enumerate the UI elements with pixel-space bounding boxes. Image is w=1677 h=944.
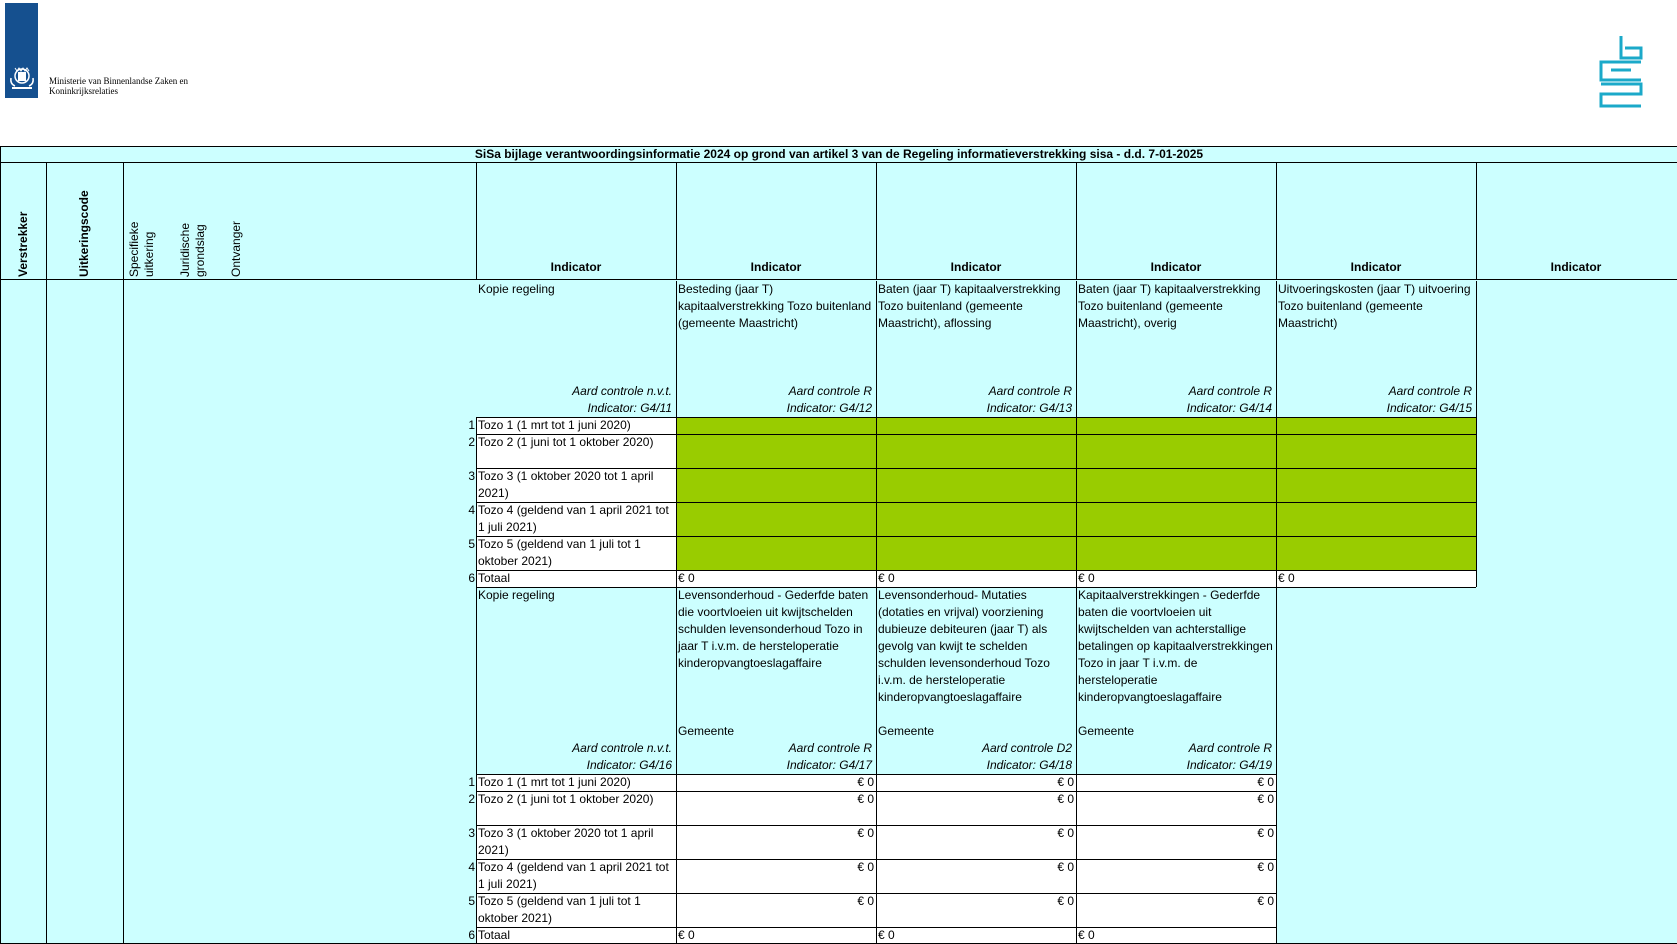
block2-header-sub: Gemeente xyxy=(678,724,735,738)
grid-line xyxy=(676,281,677,417)
sheet-title: SiSa bijlage verantwoordingsinformatie 2024 op grond van artikel 3 van de Regeling informatieverstrekking sisa - d.d. 7-01-2025 xyxy=(0,146,1677,163)
cbs-logo-icon xyxy=(1597,34,1645,110)
block2-value-cell[interactable]: € 0 xyxy=(1076,791,1276,825)
block1-row-label: Tozo 4 (geldend van 1 april 2021 tot 1 juli 2021) xyxy=(476,502,676,536)
block2-value-cell[interactable]: € 0 xyxy=(876,774,1076,791)
indicator-column-header: Indicator xyxy=(1550,260,1602,274)
grid-line xyxy=(1076,587,1077,944)
block1-row-number: 5 xyxy=(468,537,475,551)
block1-input-cell[interactable] xyxy=(676,434,876,468)
block1-row-label: Tozo 2 (1 juni tot 1 oktober 2020) xyxy=(476,434,676,468)
block2-indicator-code: Indicator: G4/18 xyxy=(986,758,1072,772)
block2-total-label: Totaal xyxy=(476,927,676,944)
grid-line xyxy=(876,163,877,279)
grid-line xyxy=(676,587,677,944)
indicator-column-header: Indicator xyxy=(1350,260,1402,274)
grid-line xyxy=(476,791,1276,792)
block1-indicator-code: Indicator: G4/11 xyxy=(587,401,672,415)
block1-input-cell[interactable] xyxy=(876,502,1076,536)
block2-total-value: € 0 xyxy=(676,927,876,944)
block1-row-number: 1 xyxy=(468,418,475,432)
block2-value-cell[interactable]: € 0 xyxy=(676,825,876,859)
block2-row-label: Tozo 1 (1 mrt tot 1 juni 2020) xyxy=(476,774,676,791)
block2-total-number: 6 xyxy=(468,928,475,942)
indicator-column-header: Indicator xyxy=(550,260,602,274)
block2-aard-controle: Aard controle R xyxy=(1188,741,1272,755)
block2-row-label: Tozo 5 (geldend van 1 juli tot 1 oktober 2021) xyxy=(476,893,676,927)
block1-aard-controle: Aard controle R xyxy=(988,384,1072,398)
block1-row-label: Tozo 1 (1 mrt tot 1 juni 2020) xyxy=(476,417,676,434)
header-specifieke-uitkering-line2: uitkering xyxy=(142,231,156,277)
block2-value-cell[interactable]: € 0 xyxy=(1076,859,1276,893)
block1-aard-controle: Aard controle R xyxy=(1388,384,1472,398)
grid-line xyxy=(476,536,1476,537)
block2-indicator-code: Indicator: G4/19 xyxy=(1186,758,1272,772)
block1-aard-controle: Aard controle R xyxy=(788,384,872,398)
block2-total-value: € 0 xyxy=(876,927,1076,944)
block2-value-cell[interactable]: € 0 xyxy=(1076,774,1276,791)
block2-value-cell[interactable]: € 0 xyxy=(676,893,876,927)
block1-input-cell[interactable] xyxy=(876,434,1076,468)
header-uitkeringscode: Uitkeringscode xyxy=(77,190,91,277)
grid-line xyxy=(0,279,1677,280)
grid-line xyxy=(1276,163,1277,279)
block1-input-cell[interactable] xyxy=(1076,434,1276,468)
block1-total-value: € 0 xyxy=(1076,570,1276,587)
grid-line xyxy=(1476,281,1477,417)
block1-header-text: Kopie regeling xyxy=(478,282,555,296)
indicator-column-header: Indicator xyxy=(750,260,802,274)
block1-input-cell[interactable] xyxy=(676,502,876,536)
grid-line xyxy=(476,859,1276,860)
block2-value-cell[interactable]: € 0 xyxy=(676,859,876,893)
block2-row-number: 2 xyxy=(468,792,475,806)
grid-line xyxy=(476,502,1476,503)
block1-header-text: Uitvoeringskosten (jaar T) uitvoering Tozo buitenland (gemeente Maastricht) xyxy=(1278,282,1471,330)
block2-value-cell[interactable]: € 0 xyxy=(876,791,1076,825)
block2-header-text: Levensonderhoud - Gederfde baten die voortvloeien uit kwijtschelden schulden levensonderhoud Tozo in jaar T i.v.m. de hersteloperatie kinderopvangtoeslagaffaire xyxy=(678,588,869,670)
block2-header-sub: Gemeente xyxy=(878,724,935,738)
grid-line xyxy=(476,893,1276,894)
block2-total-value: € 0 xyxy=(1076,927,1276,944)
grid-line xyxy=(123,163,124,944)
block1-header-text: Baten (jaar T) kapitaalverstrekking Tozo buitenland (gemeente Maastricht), overig xyxy=(1078,282,1261,330)
header-ontvanger: Ontvanger xyxy=(229,220,243,277)
block2-header-text: Levensonderhoud- Mutaties (dotaties en vrijval) voorziening dubieuze debiteuren (jaar T) als gevolg van kwijt te schelden schulden levensonderhoud Tozo i.v.m. de hersteloperatie kinderopvangtoeslagaffaire xyxy=(878,588,1050,704)
block2-row-label: Tozo 2 (1 juni tot 1 oktober 2020) xyxy=(476,791,676,825)
block1-input-cell[interactable] xyxy=(1276,536,1476,570)
block2-aard-controle: Aard controle R xyxy=(788,741,872,755)
block1-input-cell[interactable] xyxy=(676,417,876,434)
block2-aard-controle: Aard controle D2 xyxy=(981,741,1072,755)
block1-row-number: 2 xyxy=(468,435,475,449)
block1-input-cell[interactable] xyxy=(876,536,1076,570)
block1-total-value: € 0 xyxy=(876,570,1076,587)
block1-input-cell[interactable] xyxy=(1276,502,1476,536)
header-juridische-grondslag-line1: Juridische xyxy=(178,222,192,277)
block1-total-label: Totaal xyxy=(476,570,676,587)
block2-row-number: 4 xyxy=(468,860,475,874)
indicator-column-header: Indicator xyxy=(1150,260,1202,274)
block1-input-cell[interactable] xyxy=(1076,536,1276,570)
block1-indicator-code: Indicator: G4/14 xyxy=(1186,401,1272,415)
block1-header-text: Besteding (jaar T) kapitaalverstrekking Tozo buitenland (gemeente Maastricht) xyxy=(678,282,872,330)
block1-total-value: € 0 xyxy=(676,570,876,587)
block1-header-text: Baten (jaar T) kapitaalverstrekking Tozo buitenland (gemeente Maastricht), aflossing xyxy=(878,282,1061,330)
grid-line xyxy=(1476,163,1477,279)
indicator-column-header: Indicator xyxy=(950,260,1002,274)
block1-input-cell[interactable] xyxy=(676,536,876,570)
block1-input-cell[interactable] xyxy=(1076,417,1276,434)
block1-input-cell[interactable] xyxy=(676,468,876,502)
block2-value-cell[interactable]: € 0 xyxy=(876,859,1076,893)
grid-line xyxy=(476,774,1276,775)
block2-indicator-code: Indicator: G4/17 xyxy=(786,758,872,772)
grid-line xyxy=(476,825,1276,826)
grid-line xyxy=(876,587,877,944)
block2-row-label: Tozo 3 (1 oktober 2020 tot 1 april 2021) xyxy=(476,825,676,859)
block1-input-cell[interactable] xyxy=(1276,468,1476,502)
grid-line xyxy=(476,927,1276,928)
grid-line xyxy=(476,587,1476,588)
block2-header-text: Kapitaalverstrekkingen - Gederfde baten die voortvloeien uit kwijtschelden van achterstallige betalingen op kapitaalverstrekkingen Tozo in jaar T i.v.m. de hersteloperatie kinderopvangtoeslagaffaire xyxy=(1078,588,1273,704)
block1-input-cell[interactable] xyxy=(1076,468,1276,502)
grid-line xyxy=(1276,281,1277,417)
block1-indicator-code: Indicator: G4/13 xyxy=(986,401,1072,415)
block2-value-cell[interactable]: € 0 xyxy=(676,774,876,791)
block1-indicator-code: Indicator: G4/15 xyxy=(1386,401,1472,415)
grid-line xyxy=(476,434,1476,435)
grid-line xyxy=(1276,587,1277,944)
block1-input-cell[interactable] xyxy=(1276,434,1476,468)
ministry-name xyxy=(49,76,229,96)
ministry-name-line2: Koninkrijksrelaties xyxy=(49,86,118,96)
block2-row-number: 5 xyxy=(468,894,475,908)
grid-line xyxy=(46,163,47,944)
block2-value-cell[interactable]: € 0 xyxy=(1076,825,1276,859)
grid-line xyxy=(476,587,477,944)
ministry-name-line1: Ministerie van Binnenlandse Zaken en xyxy=(49,76,188,86)
header-specifieke-uitkering-line1: Specifieke xyxy=(127,221,141,277)
grid-line xyxy=(476,468,1476,469)
grid-line xyxy=(1076,163,1077,279)
header-verstrekker: Verstrekker xyxy=(16,211,30,277)
block1-total-value: € 0 xyxy=(1276,570,1476,587)
grid-line xyxy=(476,570,1476,571)
spreadsheet xyxy=(0,163,1677,944)
block2-row-number: 1 xyxy=(468,775,475,789)
grid-line xyxy=(1076,281,1077,417)
block1-input-cell[interactable] xyxy=(876,468,1076,502)
block2-value-cell[interactable]: € 0 xyxy=(876,893,1076,927)
header-juridische-grondslag-line2: grondslag xyxy=(193,224,207,277)
block1-aard-controle: Aard controle n.v.t. xyxy=(572,384,672,398)
block1-aard-controle: Aard controle R xyxy=(1188,384,1272,398)
block2-header-text: Kopie regeling xyxy=(478,588,555,602)
grid-line xyxy=(0,163,1,944)
block2-row-label: Tozo 4 (geldend van 1 april 2021 tot 1 juli 2021) xyxy=(476,859,676,893)
block1-total-number: 6 xyxy=(468,571,475,585)
grid-line xyxy=(676,163,677,279)
grid-line xyxy=(476,417,1476,418)
grid-line xyxy=(876,281,877,417)
block2-row-number: 3 xyxy=(468,826,475,840)
block2-value-cell[interactable]: € 0 xyxy=(876,825,1076,859)
grid-line xyxy=(476,163,477,279)
grid-line xyxy=(1476,417,1477,587)
block1-input-cell[interactable] xyxy=(1276,417,1476,434)
block1-row-label: Tozo 5 (geldend van 1 juli tot 1 oktober 2021) xyxy=(476,536,676,570)
block1-input-cell[interactable] xyxy=(1076,502,1276,536)
block2-header-sub: Gemeente xyxy=(1078,724,1135,738)
block1-row-number: 3 xyxy=(468,469,475,483)
block2-value-cell[interactable]: € 0 xyxy=(1076,893,1276,927)
block1-row-number: 4 xyxy=(468,503,475,517)
block2-value-cell[interactable]: € 0 xyxy=(676,791,876,825)
block2-aard-controle: Aard controle n.v.t. xyxy=(572,741,672,755)
block1-indicator-code: Indicator: G4/12 xyxy=(786,401,872,415)
block1-input-cell[interactable] xyxy=(876,417,1076,434)
dutch-coat-of-arms-icon xyxy=(8,64,36,92)
block2-indicator-code: Indicator: G4/16 xyxy=(586,758,672,772)
block1-row-label: Tozo 3 (1 oktober 2020 tot 1 april 2021) xyxy=(476,468,676,502)
